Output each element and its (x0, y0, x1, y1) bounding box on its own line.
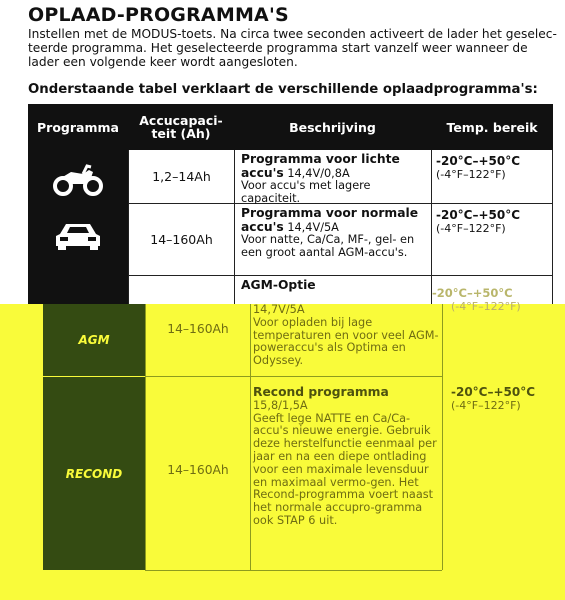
agm-capacity: 14–160Ah (167, 322, 229, 336)
header-programma: Programma (28, 104, 128, 150)
intro-text: Instellen met de MODUS-toets. Na circa twee seconden activeert de lader het geselec-teerde programma. Het geselecteerde programma start vanzelf weer wanneer de lader een volgende keer wordt aangesloten. (28, 27, 557, 69)
program-table (28, 104, 553, 304)
highlight-overlay (0, 300, 565, 600)
header-capaciteit: Accucapaci-teit (Ah) (128, 104, 234, 150)
header-beschrijving: Beschrijving (234, 104, 431, 150)
recond-temp-celsius: -20°C–+50°C (451, 385, 536, 399)
agm-description (253, 304, 439, 368)
recond-description (253, 386, 439, 528)
capacity-cell (128, 276, 234, 304)
program-spec: 14,4V/5A (287, 220, 339, 234)
recond-spec: 15,8/1,5A (253, 398, 308, 412)
program-text: Voor accu's met lagere capaciteit. (241, 179, 371, 205)
temp-fahrenheit: (-4°F–122°F) (436, 167, 506, 181)
agm-temp-celsius: -20°C–+50°C (432, 286, 513, 300)
temp-celsius: -20°C–+50°C (436, 154, 521, 168)
header-temp: Temp. bereik (431, 104, 553, 150)
program-title: AGM-Optie (241, 278, 316, 292)
temp-cell (431, 150, 553, 204)
temp-celsius: -20°C–+50°C (436, 208, 521, 222)
table-caption: Onderstaande tabel verklaart de verschillende oplaadprogramma's: (28, 82, 538, 97)
temp-cell (431, 204, 553, 276)
recond-title: Recond programma (253, 385, 389, 399)
agm-band: AGM (43, 304, 145, 377)
recond-text: Geeft lege NATTE en Ca/Ca-accu's nieuwe energie. Gebruik deze herstelfunctie eenmaal per jaar en na een diepe ontlading voor een maximale levensduur en maximaal vermo-gen. Het Recond-programma voert naast het normale accupro-gramma ook STAP 6 uit. (253, 411, 437, 527)
capacity-cell: 1,2–14Ah (128, 150, 234, 204)
recond-capacity: 14–160Ah (167, 463, 229, 477)
agm-temp (451, 301, 561, 314)
recond-temp (451, 386, 561, 412)
program-title: Programma voor lichte accu's (241, 152, 400, 180)
description-cell (234, 204, 431, 276)
car-icon (50, 217, 106, 253)
agm-spec: 14,7V/5A (253, 303, 305, 316)
page-title: OPLAAD-PROGRAMMA'S (28, 4, 289, 26)
temp-fahrenheit: (-4°F–122°F) (436, 221, 506, 235)
description-cell (234, 276, 431, 304)
capacity-cell: 14–160Ah (128, 204, 234, 276)
recond-band: RECOND (43, 377, 145, 570)
motorcycle-icon (50, 162, 106, 198)
program-text: Voor natte, Ca/Ca, MF-, gel- en een groot aantal AGM-accu's. (241, 233, 415, 259)
recond-temp-fahrenheit: (-4°F–122°F) (451, 398, 521, 412)
description-cell (234, 150, 431, 204)
agm-text: Voor opladen bij lage temperaturen en voor veel AGM-powerаccu's als Optima en Odyssey. (253, 315, 439, 368)
agm-temp-fahrenheit: (-4°F–122°F) (451, 300, 521, 313)
program-spec: 14,4V/0,8A (287, 166, 350, 180)
program-title: Programma voor normale accu's (241, 206, 419, 234)
